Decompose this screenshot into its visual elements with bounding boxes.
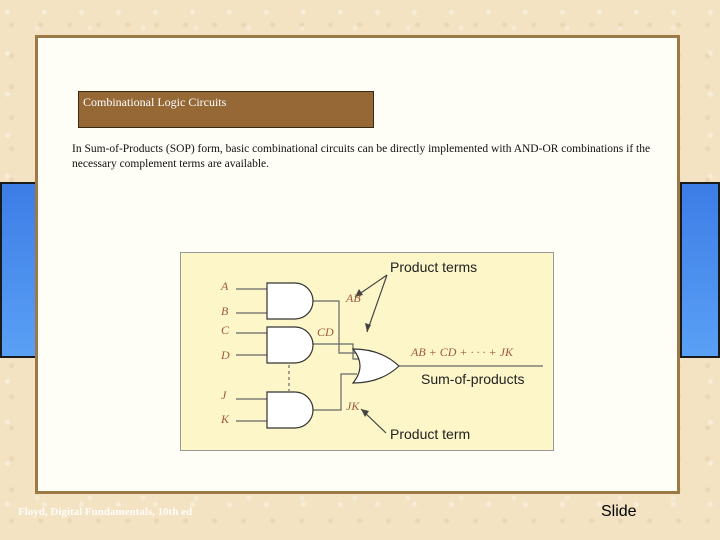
and-output-cd: CD	[317, 325, 334, 339]
and-output-jk: JK	[346, 399, 360, 413]
label-annotations	[181, 253, 555, 452]
input-label-b-text: B	[221, 304, 229, 318]
label-product-terms: Product terms	[390, 259, 478, 275]
input-label-c-text: C	[221, 323, 230, 337]
slide-frame	[35, 35, 680, 494]
label-sum-of-products: Sum-of-products	[421, 371, 525, 387]
slide-title: Combinational Logic Circuits	[78, 91, 374, 128]
label-product-term: Product term	[390, 426, 471, 442]
or-expression: AB + CD + · · · + JK	[411, 345, 513, 359]
slide-body-text: In Sum-of-Products (SOP) form, basic combinational circuits can be directly implemented with AND-OR combinations if the necessary complement terms are available.	[72, 143, 651, 170]
left-accent-panel	[0, 182, 40, 358]
sop-circuit-figure	[180, 252, 554, 451]
input-label-a-text: A	[221, 279, 229, 293]
and-output-ab: AB	[346, 291, 361, 305]
footer-credit: Floyd, Digital Fundamentals, 10th ed	[18, 506, 193, 518]
input-label-d-text: D	[221, 348, 230, 362]
input-label-j-text: J	[221, 388, 227, 402]
right-accent-panel	[680, 182, 720, 358]
slide-label: Slide	[601, 503, 637, 520]
input-label-k-text: K	[221, 412, 230, 426]
